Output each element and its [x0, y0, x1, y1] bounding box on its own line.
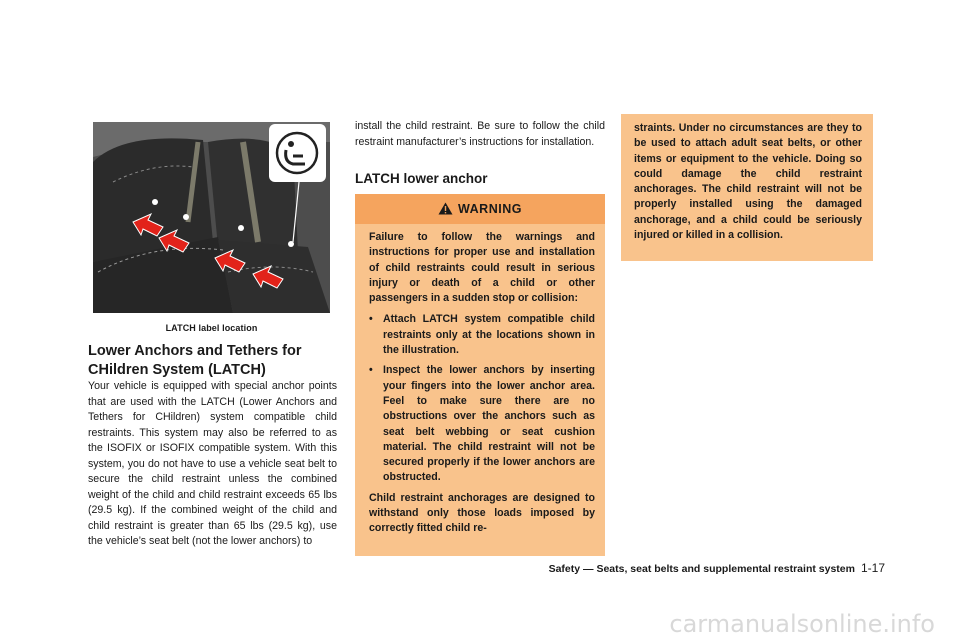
- column2-intro: install the child restraint. Be sure to follow the child restraint manufacturer’s instructions for installation.: [355, 120, 605, 148]
- page-number: 1-17: [860, 561, 885, 575]
- footer-section-title: Safety — Seats, seat belts and supplemental restraint system: [548, 563, 855, 575]
- watermark-strip: [0, 610, 960, 637]
- figure-caption: LATCH label location: [165, 323, 258, 333]
- warning-bullet: [369, 363, 595, 485]
- warning-intro: Failure to follow the warnings and instructions for proper use and installation of child restraints could result in serious injury or death of a child or other passengers in a sudden stop or collision:: [369, 231, 595, 305]
- bullet-text: Attach LATCH system compatible child restraints only at the locations shown in the illustration.: [383, 313, 595, 357]
- warning-continuation-box: [621, 114, 873, 261]
- section-heading: Lower Anchors and Tethers for CHildren System (LATCH): [88, 343, 302, 378]
- rear-seat-drawing: [93, 122, 330, 313]
- warning-triangle-icon: [438, 202, 453, 218]
- warning-title-text: WARNING: [458, 202, 522, 216]
- warning-bullet: [369, 312, 595, 358]
- section-body: Your vehicle is equipped with special anchor points that are used with the LATCH (Lower Anchors and Tethers for CHildren) system compatible child restraints. This system may also be referred to as the ISOFIX or ISOFIX compatible system. With this system, you do not have to use a vehicle seat belt to secure the child restraint unless the combined weight of the child and child restraint exceeds 65 lbs (29.5 kg). If the combined weight of the child and child restraint is greater than 65 lbs (29.5 kg), use the vehicle’s seat belt (not the lower anchors) to: [88, 380, 337, 547]
- warning-text: [369, 230, 595, 543]
- warning-tail: Child restraint anchorages are designed to withstand only those loads imposed by correctly fitted child re-: [369, 491, 595, 535]
- latch-lower-anchor-heading: LATCH lower anchor: [355, 171, 488, 186]
- bullet-marker: •: [369, 313, 373, 326]
- bullet-marker: •: [369, 364, 373, 377]
- warning-title: [355, 202, 605, 218]
- watermark-text: carmanualsonline.info: [669, 610, 935, 638]
- warning-box: [355, 194, 605, 556]
- latch-illustration: [93, 122, 330, 313]
- warning-continuation-text: straints. Under no circumstances are they to be used to attach adult seat belts, or other items or equipment to the vehicle. Doing so could damage the child restraint anchorages. The child restraint will not be properly installed using the damaged anchorage, and a child could be seriously injured or killed in a collision.: [634, 122, 862, 242]
- page-footer: [495, 561, 885, 575]
- bullet-text: Inspect the lower anchors by inserting your fingers into the lower anchor area. Feel to make sure there are no obstructions over the anchors such as seat belt webbing or seat cushion material. The child restraint will not be secured properly if the lower anchors are obstructed.: [383, 364, 595, 484]
